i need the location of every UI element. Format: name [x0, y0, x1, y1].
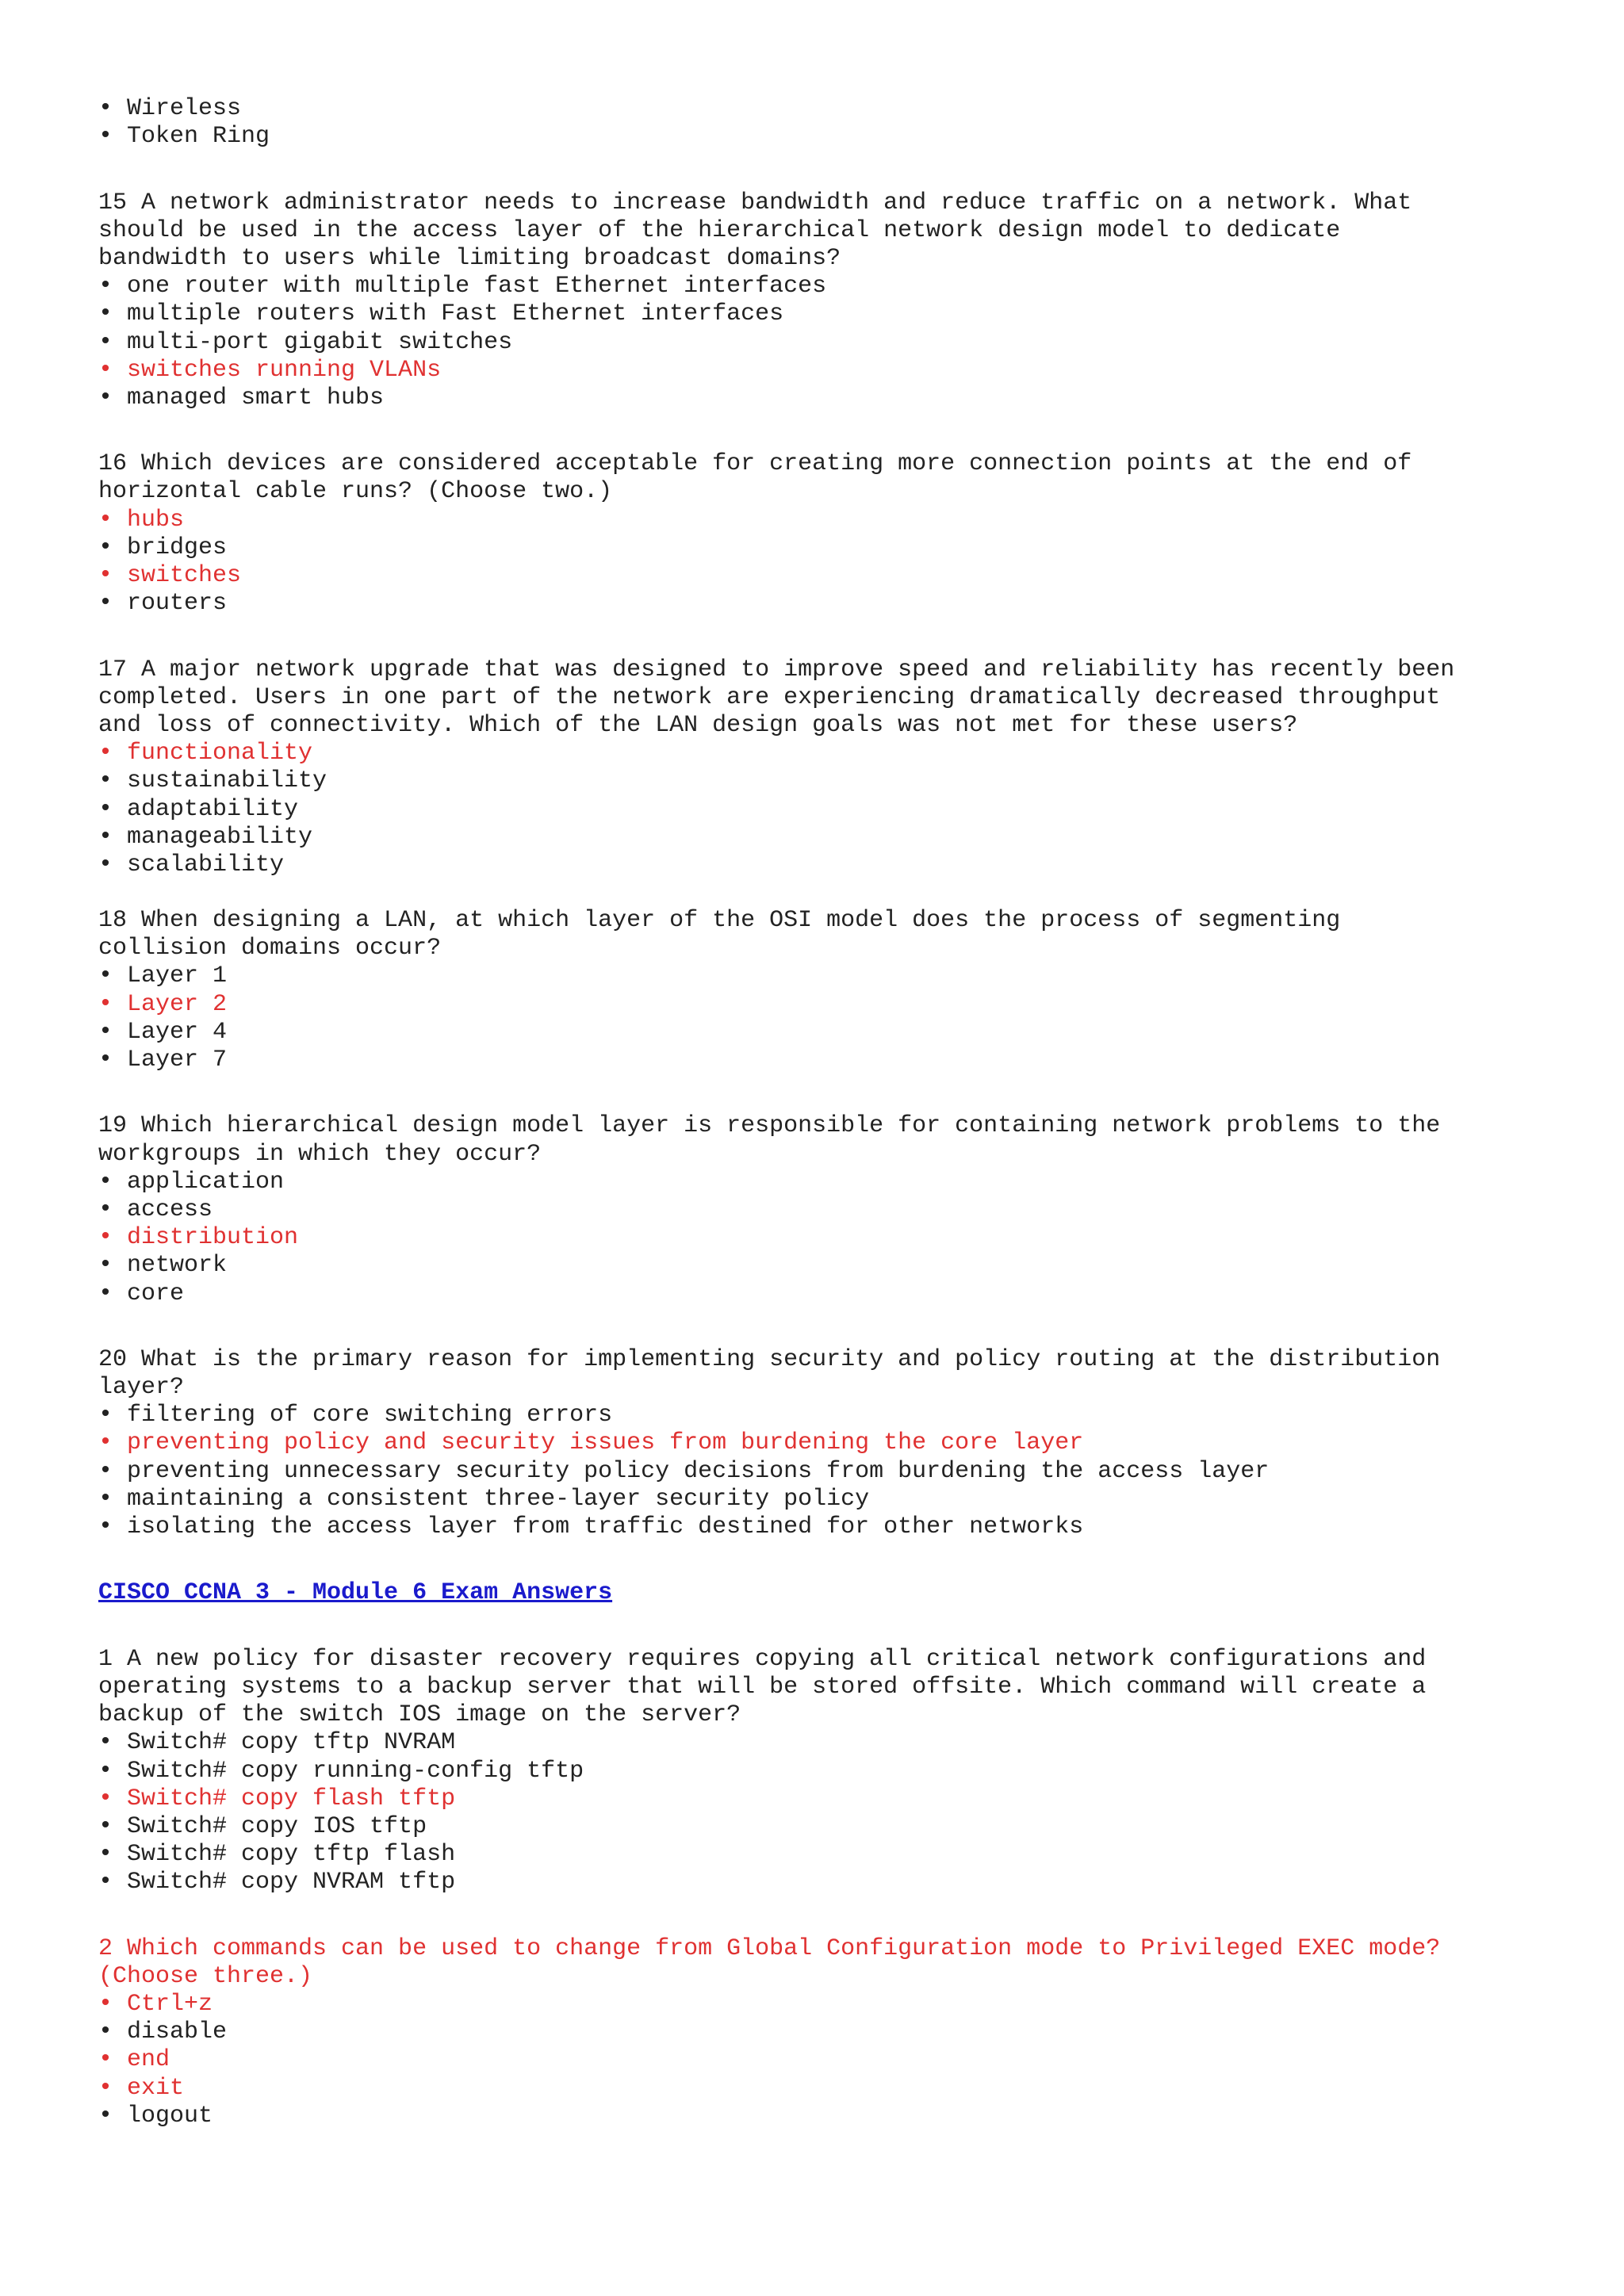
answer-option: • manageability — [98, 823, 313, 851]
answer-option: • Switch# copy NVRAM tftp — [98, 1869, 456, 1896]
question-text: 19 Which hierarchical design model layer is responsible for containing network problems to the — [98, 1112, 1441, 1140]
question-text: 1 A new policy for disaster recovery requires copying all critical network configurations and — [98, 1645, 1427, 1673]
question-text: workgroups in which they occur? — [98, 1140, 542, 1168]
question-text: should be used in the access layer of the hierarchical network design model to dedicate — [98, 216, 1341, 244]
answer-option: • routers — [98, 590, 228, 618]
correct-answer-option: • functionality — [98, 740, 313, 767]
question-text: operating systems to a backup server that will be stored offsite. Which command will create a — [98, 1673, 1427, 1701]
answer-option: • Layer 1 — [98, 962, 228, 990]
answer-option: • network — [98, 1252, 228, 1280]
answer-option: • multiple routers with Fast Ethernet interfaces — [98, 300, 784, 328]
answer-option: • preventing unnecessary security policy decisions from burdening the access layer — [98, 1457, 1270, 1485]
correct-answer-option: • exit — [98, 2074, 185, 2102]
question-text: 20 What is the primary reason for implementing security and policy routing at the distribution — [98, 1345, 1441, 1373]
question-text: bandwidth to users while limiting broadcast domains? — [98, 244, 841, 272]
correct-answer-option: • end — [98, 2046, 170, 2074]
question-17 — [98, 656, 1526, 880]
question-text: collision domains occur? — [98, 935, 442, 962]
question-18 — [98, 907, 1526, 1074]
answer-option: • bridges — [98, 534, 228, 561]
answer-option: • Switch# copy tftp NVRAM — [98, 1729, 456, 1757]
question-text: 15 A network administrator needs to increase bandwidth and reduce traffic on a network. What — [98, 189, 1412, 216]
correct-answer-option: • preventing policy and security issues from burdening the core layer — [98, 1429, 1084, 1457]
question-text: and loss of connectivity. Which of the LAN design goals was not met for these users? — [98, 711, 1298, 739]
question-text: backup of the switch IOS image on the server? — [98, 1701, 741, 1729]
correct-answer-option: • Ctrl+z — [98, 1991, 213, 2018]
correct-answer-option: • switches running VLANs — [98, 356, 442, 384]
answer-option: • access — [98, 1196, 213, 1223]
answer-option: • managed smart hubs — [98, 384, 385, 411]
answer-option: • scalability — [98, 851, 285, 878]
answer-option: • Layer 7 — [98, 1047, 228, 1073]
answer-option: • disable — [98, 2019, 228, 2046]
question-text: 16 Which devices are considered acceptable for creating more connection points at the end of — [98, 450, 1412, 478]
answer-option: • one router with multiple fast Ethernet interfaces — [98, 273, 827, 300]
answer-option: • logout — [98, 2102, 213, 2130]
question-text: completed. Users in one part of the network are experiencing dramatically decreased throughput — [98, 683, 1441, 711]
answer-option: • Layer 4 — [98, 1018, 228, 1046]
answer-option: • multi-port gigabit switches — [98, 328, 513, 356]
question-19 — [98, 1112, 1526, 1307]
answer-option: • adaptability — [98, 795, 299, 823]
answer-option: • Switch# copy IOS tftp — [98, 1812, 427, 1840]
answer-option: • sustainability — [98, 767, 327, 795]
module6-question-2 — [98, 1935, 1526, 2130]
answer-option: • maintaining a consistent three-layer security policy — [98, 1485, 870, 1513]
answer-option: • isolating the access layer from traffic destined for other networks — [98, 1513, 1084, 1540]
correct-answer-option: • hubs — [98, 506, 185, 534]
answer-option: • Switch# copy running-config tftp — [98, 1757, 584, 1785]
correct-answer-option: • Switch# copy flash tftp — [98, 1785, 456, 1812]
answer-option: • core — [98, 1280, 185, 1307]
answer-option: • application — [98, 1168, 285, 1196]
module6-question-1 — [98, 1646, 1526, 1897]
answer-option: • Switch# copy tftp flash — [98, 1841, 456, 1869]
question-text: layer? — [98, 1374, 185, 1402]
correct-answer-option: • switches — [98, 562, 242, 589]
question-text: (Choose three.) — [98, 1962, 313, 1990]
question-text: 18 When designing a LAN, at which layer of the OSI model does the process of segmenting — [98, 907, 1341, 935]
list-item: • Token Ring — [98, 123, 270, 151]
question-16 — [98, 450, 1526, 618]
section-heading-link[interactable]: CISCO CCNA 3 - Module 6 Exam Answers — [98, 1579, 613, 1607]
list-item: • Wireless — [98, 95, 242, 122]
question-text: horizontal cable runs? (Choose two.) — [98, 478, 613, 506]
document-page — [98, 95, 1526, 2130]
question-20 — [98, 1346, 1526, 1541]
correct-answer-option: • distribution — [98, 1224, 299, 1252]
question-15 — [98, 189, 1526, 413]
question-text: 2 Which commands can be used to change from Global Configuration mode to Privileged EXEC mode? — [98, 1934, 1441, 1962]
correct-answer-option: • Layer 2 — [98, 990, 228, 1018]
question-text: 17 A major network upgrade that was designed to improve speed and reliability has recently been — [98, 656, 1455, 683]
answer-option: • filtering of core switching errors — [98, 1402, 613, 1429]
